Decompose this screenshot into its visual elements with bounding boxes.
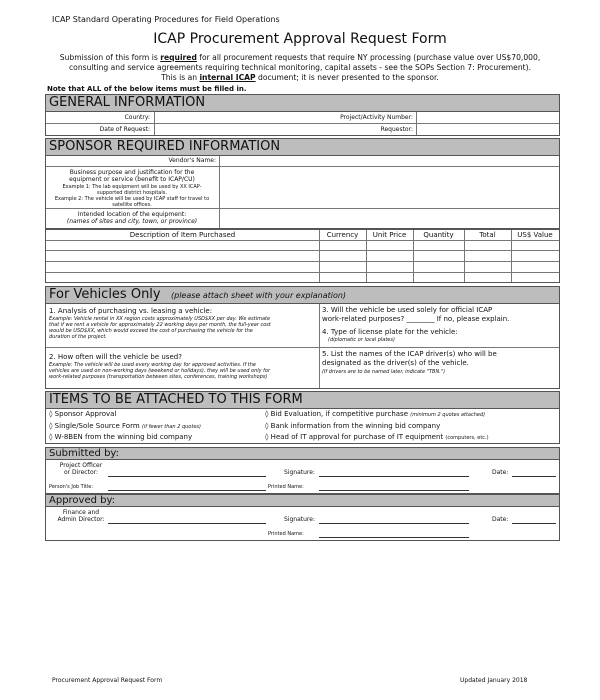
q1-example [49, 316, 271, 340]
general-info-title: GENERAL INFORMATION [49, 95, 206, 110]
intro-3b: internal ICAP [199, 73, 256, 82]
q1-example-1: Example: Vehicle rental in XX region costs approximately USD$XX per day. We estimate [49, 316, 271, 322]
purpose-field[interactable] [221, 168, 558, 207]
general-info-table [45, 111, 560, 136]
intro-1a: Submission of this form is [59, 53, 161, 62]
q2-example-3: work-related purposes (transportation between sites, conferences, training workshops) [49, 374, 268, 380]
example-2a: Example 2: The vehicle will be used by ICAP staff for travel to [54, 196, 210, 202]
officer-line-1: Project Officer [59, 462, 103, 469]
attach-sole-source-label: ◊ Single/Sole Source Form [49, 422, 140, 430]
approved-section [45, 506, 560, 541]
vehicles-note: (please attach sheet with your explanation) [171, 291, 347, 300]
project-field[interactable] [418, 113, 558, 122]
q3-label [322, 306, 509, 324]
q3-line-2: work-related purposes? ________ If no, please explain. [322, 315, 510, 323]
items-table [45, 229, 560, 283]
example-1a: Example 1: The lab equipment will be used by XX ICAP- [62, 184, 202, 190]
sponsor-info-table [45, 155, 560, 229]
items-entry-area[interactable] [47, 242, 558, 281]
purpose-line-1: Business purpose and justification for the [69, 169, 195, 176]
example-1b: supported district hospitals. [97, 190, 167, 196]
job-title-line[interactable] [108, 490, 266, 491]
q1-example-4: duration of the project. [49, 334, 107, 340]
purpose-examples [46, 184, 218, 208]
attach-bid-evaluation-label: ◊ Bid Evaluation, if competitive purchase [265, 410, 409, 418]
attach-w8ben: ◊ W-8BEN from the winning bid company [49, 433, 193, 441]
attach-title: ITEMS TO BE ATTACHED TO THIS FORM [49, 392, 303, 407]
country-field[interactable] [156, 113, 294, 122]
approved-printed-label: Printed Name: [268, 531, 304, 537]
submitted-date-line[interactable] [512, 476, 556, 477]
sponsor-info-header [45, 138, 560, 156]
q1-example-3: would be USD$XX, which would exceed the cost of purchasing the vehicle for the [49, 328, 253, 334]
intro-2: consulting and service agreements requiring technical monitoring, capital assets - see the SOPs Section 7: Procurement). [69, 63, 531, 72]
page-title: ICAP Procurement Approval Request Form [153, 31, 447, 47]
intro-3c: document; it is never presented to the sponsor. [255, 73, 439, 82]
approved-date-line[interactable] [512, 523, 556, 524]
col-unit-price: Unit Price [372, 231, 407, 239]
finance-line-1: Finance and [62, 509, 100, 516]
intro-1b: required [160, 53, 197, 62]
finance-line-2: Admin Director: [57, 516, 105, 523]
note-text: Note that ALL of the below items must be filled in. [47, 85, 247, 93]
q3-line-1: 3. Will the vehicle be used solely for official ICAP [322, 306, 493, 314]
col-description: Description of Item Purchased [129, 231, 236, 239]
q5-line-1: 5. List the names of the ICAP driver(s) who will be [322, 350, 497, 358]
country-label: Country: [124, 114, 150, 121]
vehicles-header [45, 286, 560, 304]
purpose-line-2: equipment or service (benefit to ICAP/CU) [69, 176, 195, 183]
approved-signature-line[interactable] [319, 523, 469, 524]
vehicles-table [45, 303, 560, 389]
job-title-label: Person's Job Title: [49, 484, 94, 490]
submitted-printed-label: Printed Name: [268, 484, 304, 490]
finance-name-line[interactable] [108, 523, 266, 524]
intro-text [40, 53, 560, 83]
submitted-date-label: Date: [492, 469, 509, 476]
example-2b: satellite offices. [112, 202, 152, 208]
q2-label: 2. How often will the vehicle be used? [49, 353, 182, 361]
attach-header [45, 391, 560, 409]
col-quantity: Quantity [423, 231, 454, 239]
q2-example [49, 362, 270, 380]
q4-label: 4. Type of license plate for the vehicle: [322, 328, 458, 336]
q5-note: (If drivers are to be named later, indicate "TBN.") [322, 369, 446, 375]
vendor-label: Vendor's Name: [168, 157, 216, 164]
q4-note: (diplomatic or local plates) [328, 337, 395, 343]
requestor-label: Requestor: [380, 126, 413, 133]
finance-label [46, 509, 116, 523]
location-label [46, 211, 218, 225]
submitted-section [45, 459, 560, 494]
footer-left: Procurement Approval Request Form [52, 677, 163, 684]
col-total: Total [479, 231, 496, 239]
attach-sole-source [49, 422, 201, 430]
date-request-field[interactable] [156, 125, 294, 134]
officer-line-2: or Director: [63, 469, 99, 476]
approved-printed-line[interactable] [319, 537, 469, 538]
officer-name-line[interactable] [108, 476, 266, 477]
project-label: Project/Activity Number: [340, 114, 413, 121]
sponsor-info-title: SPONSOR REQUIRED INFORMATION [49, 139, 281, 154]
attach-bid-evaluation-note: (minimum 2 quotes attached) [410, 412, 486, 418]
attach-list [45, 408, 560, 444]
submitted-signature-line[interactable] [319, 476, 469, 477]
intro-3a: This is an [161, 73, 200, 82]
location-line-1: Intended location of the equipment: [77, 211, 187, 218]
attach-sponsor-approval: ◊ Sponsor Approval [49, 410, 117, 418]
requestor-field[interactable] [418, 125, 558, 134]
sop-line: ICAP Standard Operating Procedures for Field Operations [52, 15, 280, 24]
q2-example-1: Example: The vehicle will be used every working day for approved activities. If the [49, 362, 257, 368]
q1-example-2: that if we rent a vehicle for approximately 22 working days per month, the full-year cost [49, 322, 271, 328]
submitted-printed-line[interactable] [319, 490, 469, 491]
attach-it-approval-note: (computers, etc.) [445, 435, 489, 441]
submitted-title: Submitted by: [49, 448, 119, 459]
attach-bank-info: ◊ Bank information from the winning bid company [265, 422, 441, 430]
q2-example-2: vehicles are used on non-working days (weekend or holidays), they will be used only for [49, 368, 271, 374]
col-usd-value: US$ Value [517, 231, 553, 239]
location-field[interactable] [221, 210, 558, 227]
location-line-2: (names of sites and city, town, or province) [66, 218, 198, 225]
q1-label: 1. Analysis of purchasing vs. leasing a vehicle: [49, 307, 213, 315]
q5-line-2: designated as the driver(s) of the vehicle. [322, 359, 469, 367]
vehicles-title: For Vehicles Only [49, 287, 161, 302]
submitted-signature-label: Signature: [284, 469, 315, 476]
attach-bid-evaluation [265, 410, 485, 418]
approved-signature-label: Signature: [284, 516, 315, 523]
col-currency: Currency [326, 231, 359, 239]
purpose-label [46, 169, 218, 183]
intro-1c: for all procurement requests that require NY processing (purchase value over US$70,000, [196, 53, 541, 62]
attach-it-approval [265, 433, 489, 441]
footer-right: Updated January 2018 [460, 677, 528, 684]
approved-title: Approved by: [49, 495, 116, 506]
date-request-label: Date of Request: [99, 126, 150, 133]
attach-sole-source-note: (if fewer than 2 quotes) [141, 424, 201, 430]
approved-date-label: Date: [492, 516, 509, 523]
officer-label [46, 462, 116, 476]
general-info-header [45, 94, 560, 112]
q5-label [322, 350, 497, 368]
vendor-field[interactable] [221, 157, 558, 165]
attach-it-approval-label: ◊ Head of IT approval for purchase of IT equipment [265, 433, 444, 441]
